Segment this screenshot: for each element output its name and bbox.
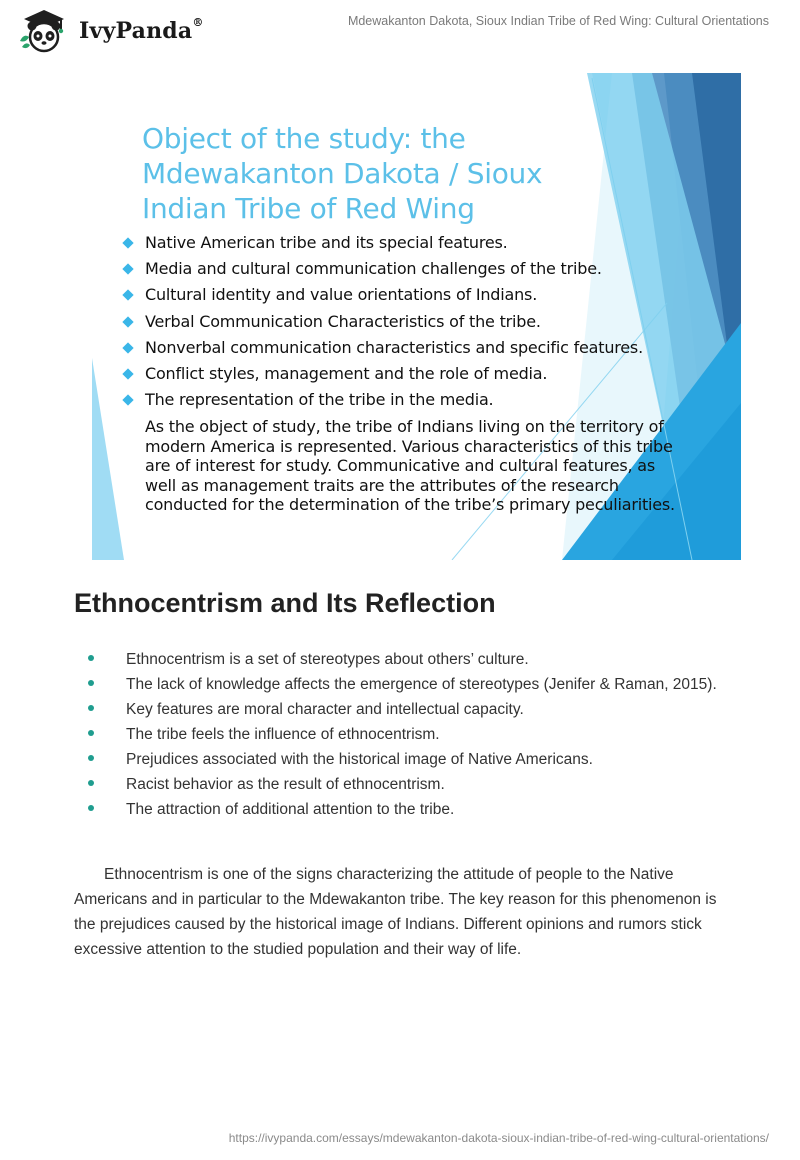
bullet-dot-icon [88, 655, 94, 661]
slide-list-item: Cultural identity and value orientations of Indians. [122, 282, 643, 308]
list-item: Key features are moral character and intellectual capacity. [88, 697, 728, 722]
diamond-bullet-icon [122, 342, 133, 353]
list-item: The lack of knowledge affects the emergence of stereotypes (Jenifer & Raman, 2015). [88, 672, 728, 697]
bullet-dot-icon [88, 755, 94, 761]
diamond-bullet-icon [122, 395, 133, 406]
slide-list-item: Media and cultural communication challenges of the tribe. [122, 256, 643, 282]
source-url-link[interactable]: https://ivypanda.com/essays/mdewakanton-dakota-sioux-indian-tribe-of-red-wing-cultural-orientations/ [228, 1131, 769, 1145]
site-header [0, 0, 800, 60]
list-item: Racist behavior as the result of ethnocentrism. [88, 772, 728, 797]
section-heading: Ethnocentrism and Its Reflection [74, 588, 496, 618]
bullet-dot-icon [88, 730, 94, 736]
bullet-dot-icon [88, 705, 94, 711]
list-item: The tribe feels the influence of ethnocentrism. [88, 722, 728, 747]
presentation-slide [92, 73, 741, 560]
document-title: Mdewakanton Dakota, Sioux Indian Tribe of Red Wing: Cultural Orientations [347, 14, 769, 28]
slide-list-item: Nonverbal communication characteristics and specific features. [122, 335, 643, 361]
slide-list-item: Native American tribe and its special features. [122, 230, 643, 256]
ivypanda-logo-icon[interactable] [14, 7, 74, 53]
bullet-dot-icon [88, 805, 94, 811]
list-item: The attraction of additional attention to the tribe. [88, 797, 728, 822]
slide-list-item: The representation of the tribe in the media. [122, 387, 643, 413]
list-item: Ethnocentrism is a set of stereotypes about others’ culture. [88, 647, 728, 672]
diamond-bullet-icon [122, 316, 133, 327]
slide-bullet-list [122, 230, 643, 413]
diamond-bullet-icon [122, 237, 133, 248]
brand-name[interactable]: IvyPanda® [79, 16, 204, 44]
slide-paragraph: As the object of study, the tribe of Indians living on the territory of modern America is represented. Various characteristics of this tribe are of interest for study. Communicative and cultural features, as well as management traits are the attributes of the research conducted for the determination of the tribe’s primary peculiarities. [145, 417, 675, 514]
diamond-bullet-icon [122, 290, 133, 301]
slide-list-item: Verbal Communication Characteristics of the tribe. [122, 309, 643, 335]
slide-list-item: Conflict styles, management and the role of media. [122, 361, 643, 387]
slide-title: Object of the study: the Mdewakanton Dakota / Sioux Indian Tribe of Red Wing [142, 122, 543, 225]
bullet-dot-icon [88, 780, 94, 786]
list-item: Prejudices associated with the historical image of Native Americans. [88, 747, 728, 772]
bullet-dot-icon [88, 680, 94, 686]
diamond-bullet-icon [122, 264, 133, 275]
body-paragraph: Ethnocentrism is one of the signs characterizing the attitude of people to the Native Americans and in particular to the Mdewakanton tribe. The key reason for this phenomenon is the prejudices caused by the historical image of Indians. Different opinions and rumors stick excessive attention to the studied population and their way of life. [74, 866, 717, 958]
diamond-bullet-icon [122, 368, 133, 379]
article-bullet-list [88, 647, 728, 822]
